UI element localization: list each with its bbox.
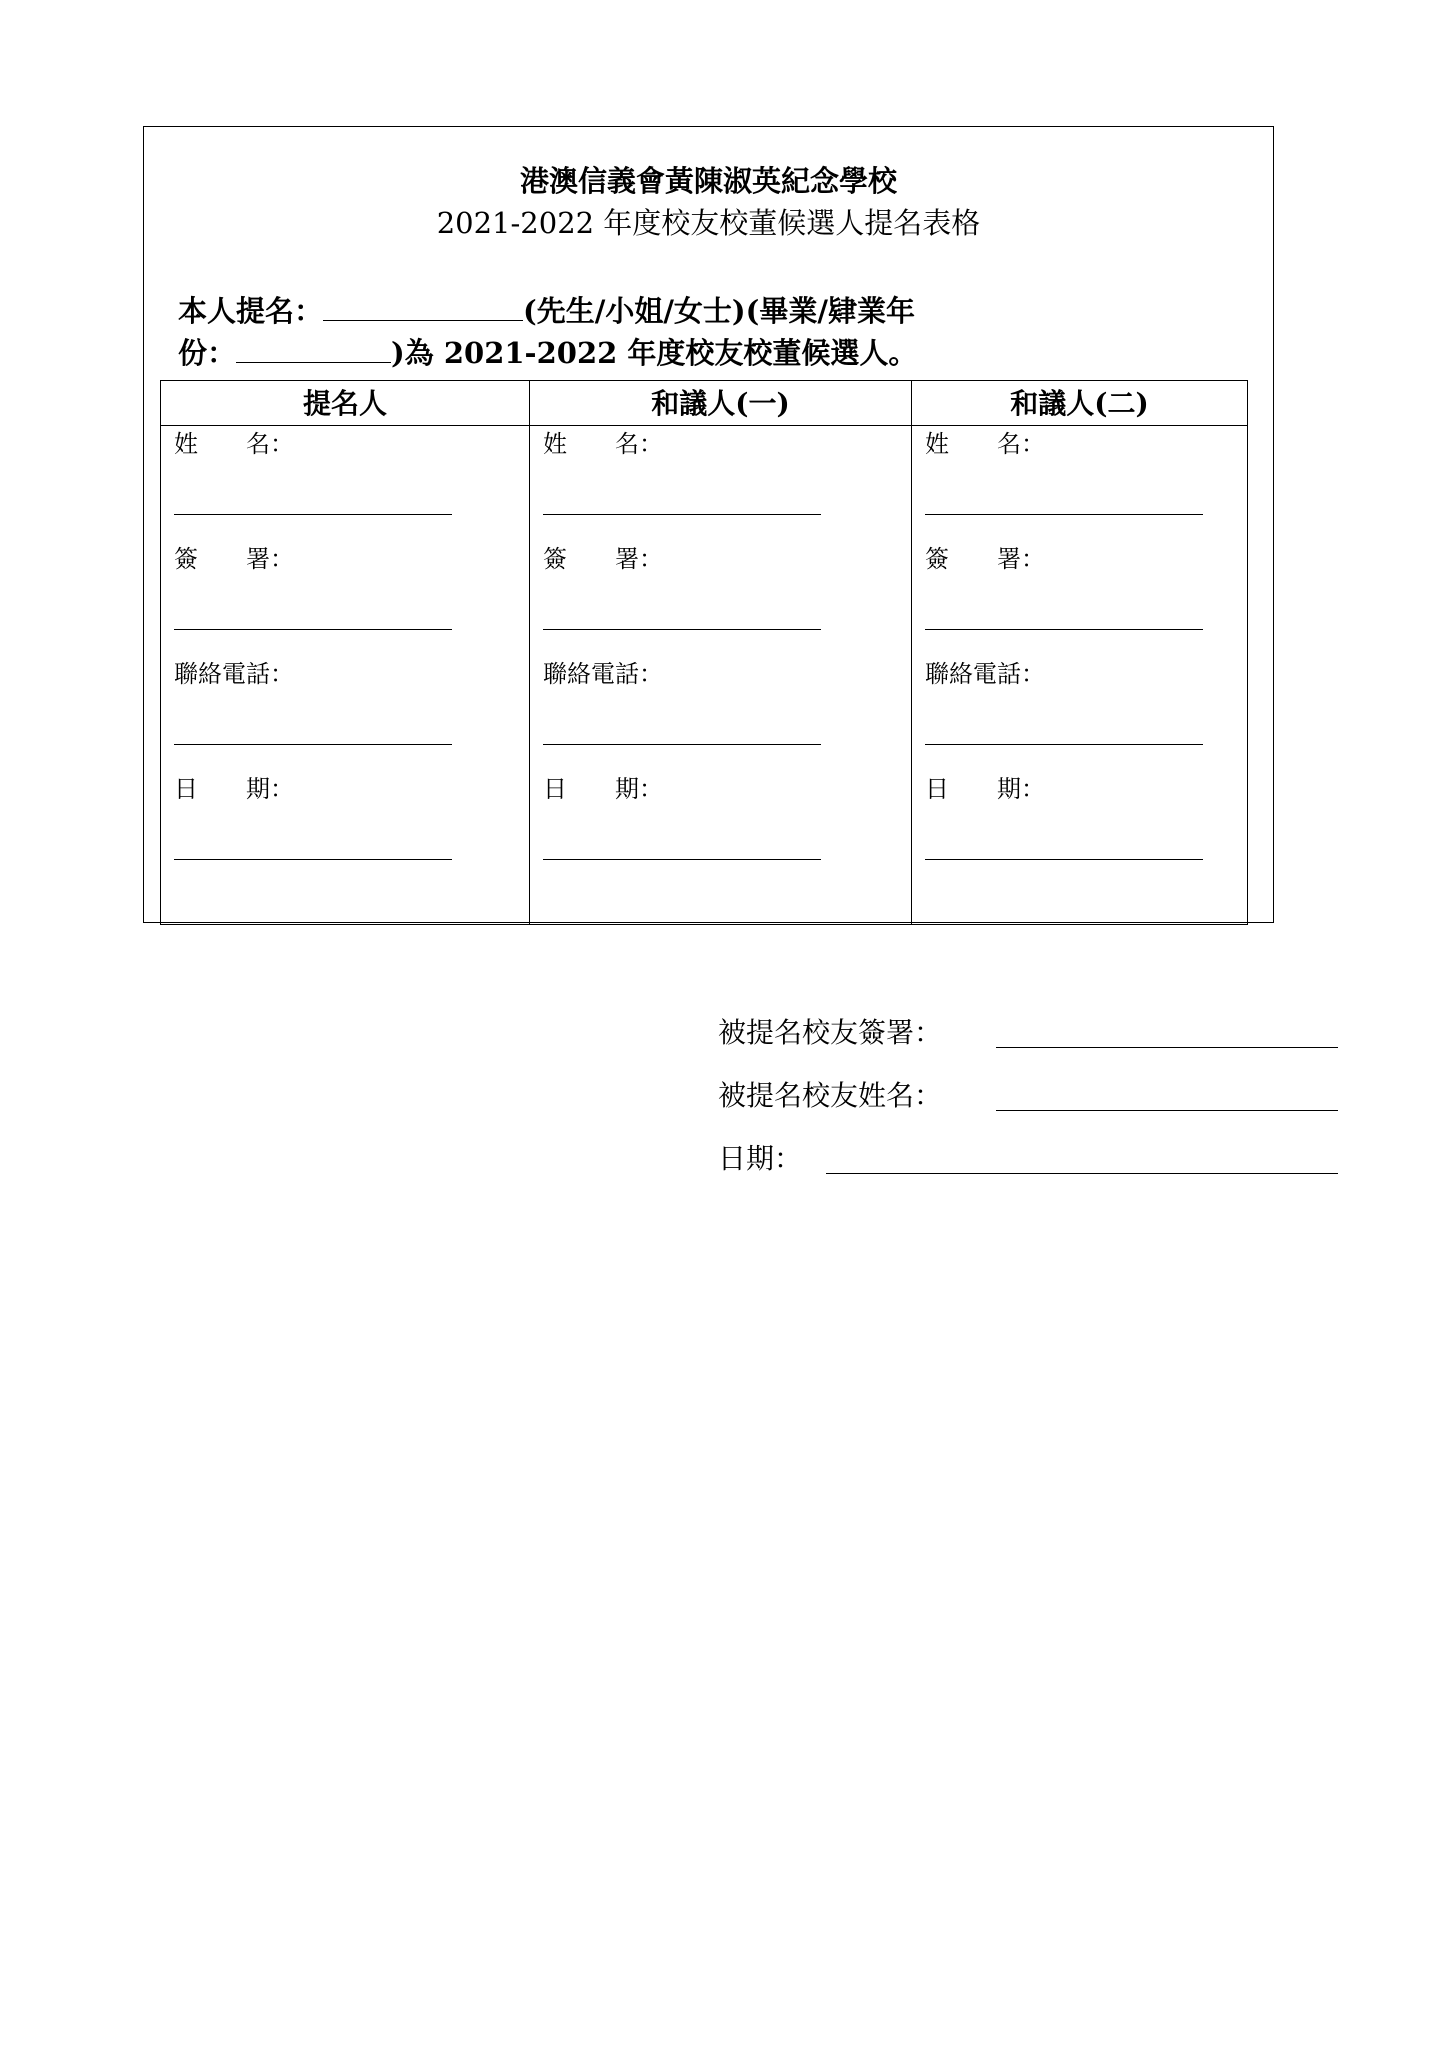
signature-blank-line[interactable] (174, 629, 452, 630)
seconder-2-column (911, 381, 1247, 924)
seconder-1-header: 和議人(一) (530, 381, 911, 426)
name-blank-line[interactable] (925, 514, 1203, 515)
signature-label: 簽 署： (543, 545, 663, 573)
seconder-2-phone-field (925, 656, 1247, 771)
nominator-signature-field (174, 541, 529, 656)
seconder-2-date-field (925, 771, 1247, 886)
seconder-1-signature-field (543, 541, 911, 656)
nominee-name-row (718, 1078, 1338, 1141)
seconder-1-name-field (543, 426, 911, 541)
signature-label: 簽 署： (174, 545, 294, 573)
signature-label: 簽 署： (925, 545, 1045, 573)
phone-blank-line[interactable] (174, 744, 452, 745)
phone-label: 聯絡電話： (925, 660, 1045, 688)
date-blank-line[interactable] (543, 859, 821, 860)
nominee-date-row (718, 1141, 1338, 1204)
form-title: 2021-2022 年度校友校董候選人提名表格 (436, 206, 981, 240)
nominator-header: 提名人 (161, 381, 529, 426)
nominee-date-label: 日期： (718, 1142, 803, 1175)
date-blank-line[interactable] (925, 859, 1203, 860)
seconder-1-phone-field (543, 656, 911, 771)
signature-blank-line[interactable] (925, 629, 1203, 630)
nominator-seconder-table (160, 380, 1248, 925)
seconder-2-header: 和議人(二) (912, 381, 1247, 426)
date-blank-line[interactable] (174, 859, 452, 860)
name-label: 姓 名： (174, 430, 294, 458)
date-label: 日 期： (925, 775, 1045, 803)
nominee-signature-row (718, 1015, 1338, 1078)
name-label: 姓 名： (925, 430, 1045, 458)
nominee-signature-label: 被提名校友簽署： (718, 1016, 943, 1049)
seconder-1-date-field (543, 771, 911, 886)
nomination-statement-line1 (178, 294, 915, 328)
nominee-name-blank[interactable] (323, 298, 523, 321)
nominee-name-line[interactable] (996, 1110, 1338, 1111)
statement-year-suffix: )為 2021-2022 年度校友校董候選人。 (391, 336, 918, 370)
statement-year-prefix: 份： (178, 336, 237, 370)
name-blank-line[interactable] (174, 514, 452, 515)
date-label: 日 期： (174, 775, 294, 803)
nominee-signature-area (718, 1015, 1338, 1204)
seconder-1-column (529, 381, 911, 924)
seconder-2-signature-field (925, 541, 1247, 656)
phone-label: 聯絡電話： (174, 660, 294, 688)
nominee-signature-line[interactable] (996, 1047, 1338, 1048)
nominator-column (161, 381, 529, 924)
statement-prefix: 本人提名： (178, 294, 324, 328)
name-label: 姓 名： (543, 430, 663, 458)
phone-label: 聯絡電話： (543, 660, 663, 688)
date-label: 日 期： (543, 775, 663, 803)
seconder-2-name-field (925, 426, 1247, 541)
nominee-name-label: 被提名校友姓名： (718, 1079, 943, 1112)
graduation-year-blank[interactable] (236, 340, 391, 363)
phone-blank-line[interactable] (543, 744, 821, 745)
nomination-statement-line2 (178, 336, 918, 370)
statement-title-options: (先生/小姐/女士)(畢業/肄業年 (523, 294, 915, 328)
school-name: 港澳信義會黃陳淑英紀念學校 (519, 164, 897, 198)
nominator-name-field (174, 426, 529, 541)
signature-blank-line[interactable] (543, 629, 821, 630)
name-blank-line[interactable] (543, 514, 821, 515)
phone-blank-line[interactable] (925, 744, 1203, 745)
nominee-date-line[interactable] (826, 1173, 1338, 1174)
nominator-date-field (174, 771, 529, 886)
nominator-phone-field (174, 656, 529, 771)
